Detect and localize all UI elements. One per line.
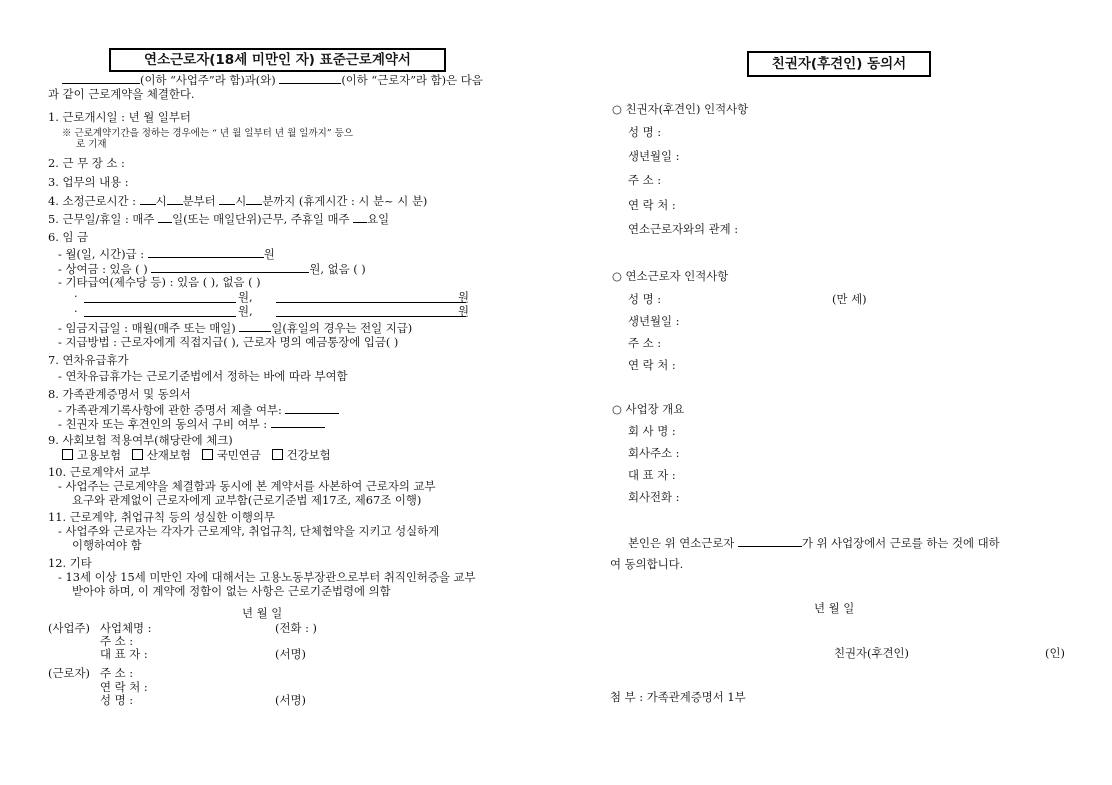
section-1: 1. 근로개시일 : 년 월 일부터: [48, 110, 191, 124]
checkbox-national-pension[interactable]: [202, 449, 213, 460]
wage-method: - 지급방법 : 근로자에게 직접지급( ), 근로자 명의 예금통장에 입금( ): [58, 335, 399, 349]
contract-date: 년 월 일: [242, 606, 283, 620]
section-11: 11. 근로계약, 취업규칙 등의 성실한 이행의무: [48, 510, 275, 524]
checkbox-industrial-accident-insurance[interactable]: [132, 449, 143, 460]
wage-payday: - 임금지급일 : 매월(매주 또는 매일) 일(휴일의 경우는 전일 지급): [58, 321, 413, 335]
section-5: 5. 근무일/휴일 : 매주 일(또는 매일단위)근무, 주휴일 매주 요일: [48, 212, 390, 226]
worker-signature[interactable]: (서명): [275, 693, 306, 707]
consent-title: 친권자(후견인) 동의서: [747, 51, 931, 77]
employer-signature[interactable]: (서명): [275, 647, 306, 661]
section-12: 12. 기타: [48, 556, 92, 570]
guardian-section-heading: ○ 친권자(후견인) 인적사항: [612, 102, 749, 116]
section-7: 7. 연차유급휴가: [48, 353, 129, 367]
section-10: 10. 근로계약서 교부: [48, 465, 151, 479]
intro-line-2: 과 같이 근로계약을 체결한다.: [48, 87, 195, 101]
worker-blank[interactable]: [279, 72, 341, 84]
checkbox-health-insurance[interactable]: [272, 449, 283, 460]
section-1-note: ※ 근로계약기간을 정하는 경우에는 “ 년 월 일부터 년 월 일까지” 등으: [62, 128, 354, 139]
intro-line-1: (이하 “사업주”라 함)과(와) (이하 “근로자”라 함)은 다음: [62, 72, 483, 87]
section-2: 2. 근 무 장 소 :: [48, 156, 125, 170]
wage-bonus: - 상여금 : 있음 ( ) 원, 없음 ( ): [58, 262, 366, 276]
minor-section-heading: ○ 연소근로자 인적사항: [612, 269, 729, 283]
employer-blank[interactable]: [62, 72, 140, 84]
insurance-checkboxes: 고용보험 산재보험 국민연금 건강보험: [62, 448, 331, 462]
section-6: 6. 임 금: [48, 230, 89, 244]
consent-date: 년 월 일: [814, 601, 855, 615]
section-9: 9. 사회보험 적용여부(해당란에 체크): [48, 433, 233, 447]
wage-monthly: - 월(일, 시간)급 : 원: [58, 247, 275, 261]
attachment-note: 첨 부 : 가족관계증명서 1부: [610, 690, 746, 704]
contract-title: 연소근로자(18세 미만인 자) 표준근로계약서: [109, 48, 446, 72]
section-4: 4. 소정근로시간 : 시 분부터 시 분까지 (휴게시간 : 시 분~ 시 분): [48, 194, 428, 208]
section-8: 8. 가족관계증명서 및 동의서: [48, 387, 191, 401]
checkbox-employment-insurance[interactable]: [62, 449, 73, 460]
section-1-note-2: 로 기재: [76, 139, 107, 150]
business-section-heading: ○ 사업장 개요: [612, 402, 685, 416]
wage-other: - 기타급여(제수당 등) : 있음 ( ), 없음 ( ): [58, 275, 261, 289]
guardian-seal[interactable]: (인): [1045, 646, 1065, 660]
consent-statement: 본인은 위 연소근로자 가 위 사업장에서 근로를 하는 것에 대하: [628, 536, 1000, 550]
section-3: 3. 업무의 내용 :: [48, 175, 129, 189]
